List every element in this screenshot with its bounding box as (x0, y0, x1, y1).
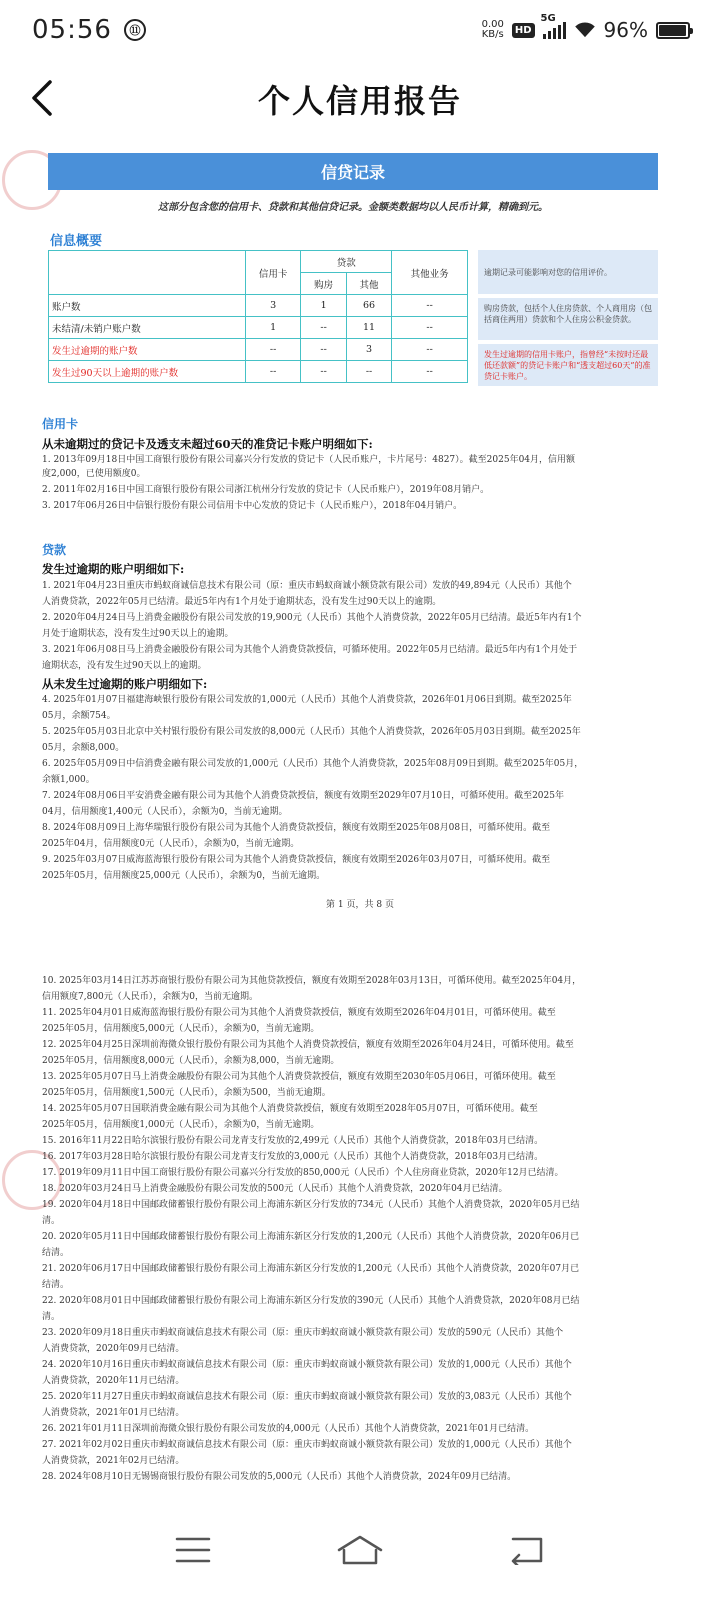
menu-icon (175, 1536, 211, 1564)
detail-line: 05月，余额754。 (42, 711, 116, 721)
status-right (481, 13, 690, 42)
menu-button[interactable] (163, 1528, 223, 1572)
cell-housing: -- (301, 361, 346, 383)
row-label: 发生过逾期的账户数 (49, 339, 246, 361)
col-other: 其他 (346, 273, 391, 295)
detail-line: 3. 2021年06月08日马上消费金融股份有限公司为其他个人消费贷款授信，可循环使用。2022年05月已结清。最近5年内有1个月处于 (42, 645, 578, 655)
row-label: 发生过90天以上逾期的账户数 (49, 361, 246, 383)
overdue-heading: 发生过逾期的账户明细如下: (42, 562, 185, 576)
row-label: 账户数 (49, 295, 246, 317)
cell-other: -- (346, 361, 391, 383)
detail-line: 10. 2025年03月14日江苏苏商银行股份有限公司为其他贷款授信，额度有效期至2028年03月13日，可循环使用。截至2025年04月， (42, 976, 582, 986)
clock-time: 05:56 (32, 15, 112, 45)
detail-line: 1. 2013年09月18日中国工商银行股份有限公司嘉兴分行发放的贷记卡（人民币账户，卡片尾号：4827）。截至2025年04月，信用额 (42, 455, 576, 465)
detail-line: 结清。 (42, 1280, 70, 1290)
detail-line: 11. 2025年04月01日威海蓝海银行股份有限公司为其他个人消费贷款授信，额度有效期至2026年04月01日，可循环使用。截至 (42, 1008, 556, 1018)
detail-line: 5. 2025年05月03日北京中关村银行股份有限公司发放的8,000元（人民币）其他个人消费贷款，2026年05月03日到期。截至2025年 (42, 727, 581, 737)
back-system-button[interactable] (497, 1528, 557, 1572)
detail-line: 人消费贷款，2020年11月已结清。 (42, 1376, 185, 1386)
page-title: 个人信用报告 (257, 82, 462, 120)
network-speed-unit: KB/s (481, 29, 504, 40)
overdue-details (42, 578, 662, 674)
detail-line: 1. 2021年04月23日重庆市蚂蚁商诚信息技术有限公司（原：重庆市蚂蚁商诚小额贷款有限公司）发放的49,894元（人民币）其他个 (42, 581, 572, 591)
detail-line: 清。 (42, 1216, 61, 1226)
detail-line: 2025年05月，信用额度25,000元（人民币），余额为0，当前无逾期。 (42, 871, 326, 881)
cell-housing: -- (301, 317, 346, 339)
col-credit-card: 信用卡 (245, 251, 301, 295)
page-number: 第 1 页，共 8 页 (326, 900, 394, 910)
hd-icon: HD (512, 23, 535, 38)
battery-percent: 96% (603, 18, 648, 42)
home-button[interactable] (330, 1528, 390, 1572)
detail-line: 2025年05月，信用额度1,000元（人民币），余额为0，当前无逾期。 (42, 1120, 320, 1130)
cell-other: 11 (346, 317, 391, 339)
detail-line: 人消费贷款，2021年01月已结清。 (42, 1408, 185, 1418)
detail-line: 16. 2017年03月28日哈尔滨银行股份有限公司龙青支行发放的3,000元（人民币）其他个人消费贷款，2018年03月已结清。 (42, 1152, 544, 1162)
credit-record-subtitle: 这部分包含您的信用卡、贷款和其他信贷记录。金额类数据均以人民币计算，精确到元。 (158, 202, 548, 213)
loan-label: 贷款 (42, 543, 67, 557)
detail-line: 21. 2020年06月17日中国邮政储蓄银行股份有限公司上海浦东新区分行发放的1,200元（人民币）其他个人消费贷款，2020年07月已 (42, 1264, 580, 1274)
table-row (49, 295, 468, 317)
detail-line: 24. 2020年10月16日重庆市蚂蚁商诚信息技术有限公司（原：重庆市蚂蚁商诚小额贷款有限公司）发放的1,000元（人民币）其他个 (42, 1360, 572, 1370)
detail-line: 信用额度7,800元（人民币），余额为0，当前无逾期。 (42, 992, 258, 1002)
detail-line: 19. 2020年04月18日中国邮政储蓄银行股份有限公司上海浦东新区分行发放的734元（人民币）其他个人消费贷款，2020年05月已结 (42, 1200, 580, 1210)
detail-line: 2. 2020年04月24日马上消费金融股份有限公司发放的19,900元（人民币）其他个人消费贷款，2022年05月已结清。最近5年内有1个 (42, 613, 582, 623)
network-speed (482, 20, 504, 40)
detail-line: 清。 (42, 1312, 61, 1322)
cell-other: 3 (346, 339, 391, 361)
cell-biz: -- (392, 361, 468, 383)
detail-line: 度2,000，已使用额度0。 (42, 469, 146, 479)
page2-details (42, 973, 662, 1485)
detail-line: 14. 2025年05月07日国联消费金融有限公司为其他个人消费贷款授信，额度有效期至2028年05月07日，可循环使用。截至 (42, 1104, 538, 1114)
detail-line: 2. 2011年02月16日中国工商银行股份有限公司浙江杭州分行发放的贷记卡（人民币账户），2019年08月销户。 (42, 485, 490, 495)
detail-line: 8. 2024年08月09日上海华瑞银行股份有限公司为其他个人消费贷款授信，额度有效期至2025年08月08日，可循环使用。截至 (42, 823, 551, 833)
detail-line: 17. 2019年09月11日中国工商银行股份有限公司嘉兴分行发放的850,000元（人民币）个人住房商业贷款，2020年12月已结清。 (42, 1168, 564, 1178)
detail-line: 结清。 (42, 1248, 70, 1258)
detail-line: 04月，信用额度1,400元（人民币），余额为0，当前无逾期。 (42, 807, 288, 817)
detail-line: 9. 2025年03月07日威海蓝海银行股份有限公司为其他个人消费贷款授信，额度有效期至2026年03月07日，可循环使用。截至 (42, 855, 551, 865)
table-row (49, 361, 468, 383)
notification-badge-icon: ⑪ (124, 19, 146, 41)
detail-line: 2025年05月，信用额度5,000元（人民币），余额为0，当前无逾期。 (42, 1024, 320, 1034)
table-row (49, 339, 468, 361)
col-housing: 购房 (301, 273, 346, 295)
credit-card-label: 信用卡 (42, 417, 79, 431)
back-button[interactable] (22, 78, 62, 118)
cell-biz: -- (392, 295, 468, 317)
credit-report-document[interactable] (0, 140, 720, 1495)
nav-bar (0, 64, 720, 134)
detail-line: 人消费贷款，2022年05月已结清。最近5年内有1个月处于逾期状态，没有发生过90天以上的逾期。 (42, 597, 442, 607)
chevron-left-icon (28, 78, 56, 118)
cell-housing: -- (301, 339, 346, 361)
detail-line: 25. 2020年11月27日重庆市蚂蚁商诚信息技术有限公司（原：重庆市蚂蚁商诚小额贷款有限公司）发放的3,083元（人民币）其他个 (42, 1392, 572, 1402)
signal-icon (540, 13, 566, 39)
detail-line: 6. 2025年05月09日中信消费金融有限公司发放的1,000元（人民币）其他个人消费贷款，2025年08月09日到期。截至2025年05月， (42, 759, 584, 769)
detail-line: 人消费贷款，2020年09月已结清。 (42, 1344, 185, 1354)
status-bar (0, 0, 720, 60)
credit-record-header: 信贷记录 (48, 153, 658, 190)
detail-line: 2025年05月，信用额度8,000元（人民币），余额为8,000，当前无逾期。 (42, 1056, 340, 1066)
cell-housing: 1 (301, 295, 346, 317)
detail-line: 13. 2025年05月07日马上消费金融股份有限公司为其他个人消费贷款授信，额度有效期至2030年05月06日，可循环使用。截至 (42, 1072, 556, 1082)
detail-line: 27. 2021年02月02日重庆市蚂蚁商诚信息技术有限公司（原：重庆市蚂蚁商诚小额贷款有限公司）发放的1,000元（人民币）其他个 (42, 1440, 572, 1450)
normal-details (42, 692, 662, 884)
cell-card: 1 (245, 317, 301, 339)
detail-line: 28. 2024年08月10日无锡锡商银行股份有限公司发放的5,000元（人民币）其他个人消费贷款，2024年09月已结清。 (42, 1472, 517, 1482)
col-other-business: 其他业务 (392, 251, 468, 295)
table-row (49, 317, 468, 339)
detail-line: 余额1,000。 (42, 775, 95, 785)
system-nav-bar (0, 1500, 720, 1600)
detail-line: 人消费贷款，2021年02月已结清。 (42, 1456, 185, 1466)
col-loan: 贷款 (301, 251, 392, 273)
battery-icon (656, 22, 690, 39)
battery-fill (659, 25, 686, 36)
credit-card-details (42, 453, 662, 513)
detail-line: 7. 2024年08月06日平安消费金融有限公司为其他个人消费贷款授信，额度有效期至2029年07月10日，可循环使用。截至2025年 (42, 791, 564, 801)
network-speed-value: 0.00 (481, 19, 504, 30)
side-note: 购房贷款，包括个人住房贷款、个人商用房（包括商住两用）贷款和个人住房公积金贷款。 (478, 298, 658, 340)
return-icon (509, 1535, 545, 1565)
detail-line: 2025年04月，信用额度0元（人民币），余额为0，当前无逾期。 (42, 839, 300, 849)
detail-line: 26. 2021年01月11日深圳前海微众银行股份有限公司发放的4,000元（人民币）其他个人消费贷款，2021年01月已结清。 (42, 1424, 535, 1434)
detail-line: 12. 2025年04月25日深圳前海微众银行股份有限公司为其他个人消费贷款授信，额度有效期至2026年04月24日，可循环使用。截至 (42, 1040, 574, 1050)
cell-card: 3 (245, 295, 301, 317)
summary-table (48, 250, 468, 383)
cell-other: 66 (346, 295, 391, 317)
detail-line: 18. 2020年03月24日马上消费金融股份有限公司发放的500元（人民币）其他个人消费贷款，2020年04月已结清。 (42, 1184, 508, 1194)
side-note: 逾期记录可能影响对您的信用评价。 (478, 250, 658, 294)
detail-line: 20. 2020年05月11日中国邮政储蓄银行股份有限公司上海浦东新区分行发放的1,200元（人民币）其他个人消费贷款，2020年06月已 (42, 1232, 580, 1242)
cell-card: -- (245, 361, 301, 383)
detail-line: 2025年05月，信用额度1,500元（人民币），余额为500，当前无逾期。 (42, 1088, 331, 1098)
cell-biz: -- (392, 317, 468, 339)
table-corner (49, 251, 246, 295)
overview-label: 信息概要 (50, 234, 103, 249)
detail-line: 逾期状态，没有发生过90天以上的逾期。 (42, 661, 207, 671)
network-type: 5G (540, 13, 556, 24)
table-header-row (49, 251, 468, 273)
detail-line: 05月，余额8,000。 (42, 743, 125, 753)
cell-biz: -- (392, 339, 468, 361)
side-note: 发生过逾期的信用卡账户，指曾经“未按时还最低还款额”的贷记卡账户和“透支超过60天”的准贷记卡账户。 (478, 344, 658, 386)
detail-line: 23. 2020年09月18日重庆市蚂蚁商诚信息技术有限公司（原：重庆市蚂蚁商诚小额贷款有限公司）发放的590元（人民币）其他个 (42, 1328, 564, 1338)
detail-line: 15. 2016年11月22日哈尔滨银行股份有限公司龙青支行发放的2,499元（人民币）其他个人消费贷款，2018年03月已结清。 (42, 1136, 544, 1146)
row-label: 未结清/未销户账户数 (49, 317, 246, 339)
detail-line: 22. 2020年08月01日中国邮政储蓄银行股份有限公司上海浦东新区分行发放的390元（人民币）其他个人消费贷款，2020年08月已结 (42, 1296, 580, 1306)
normal-heading: 从未发生过逾期的账户明细如下: (42, 677, 208, 691)
detail-line: 3. 2017年06月26日中信银行股份有限公司信用卡中心发放的贷记卡（人民币账户），2018年04月销户。 (42, 501, 463, 511)
detail-line: 4. 2025年01月07日福建海峡银行股份有限公司发放的1,000元（人民币）其他个人消费贷款，2026年01月06日到期。截至2025年 (42, 695, 572, 705)
credit-card-heading: 从未逾期过的贷记卡及透支未超过60天的准贷记卡账户明细如下: (42, 437, 373, 451)
cell-card: -- (245, 339, 301, 361)
detail-line: 月处于逾期状态，没有发生过90天以上的逾期。 (42, 629, 234, 639)
home-icon (336, 1534, 384, 1566)
wifi-icon (574, 22, 596, 38)
status-left (32, 15, 146, 45)
